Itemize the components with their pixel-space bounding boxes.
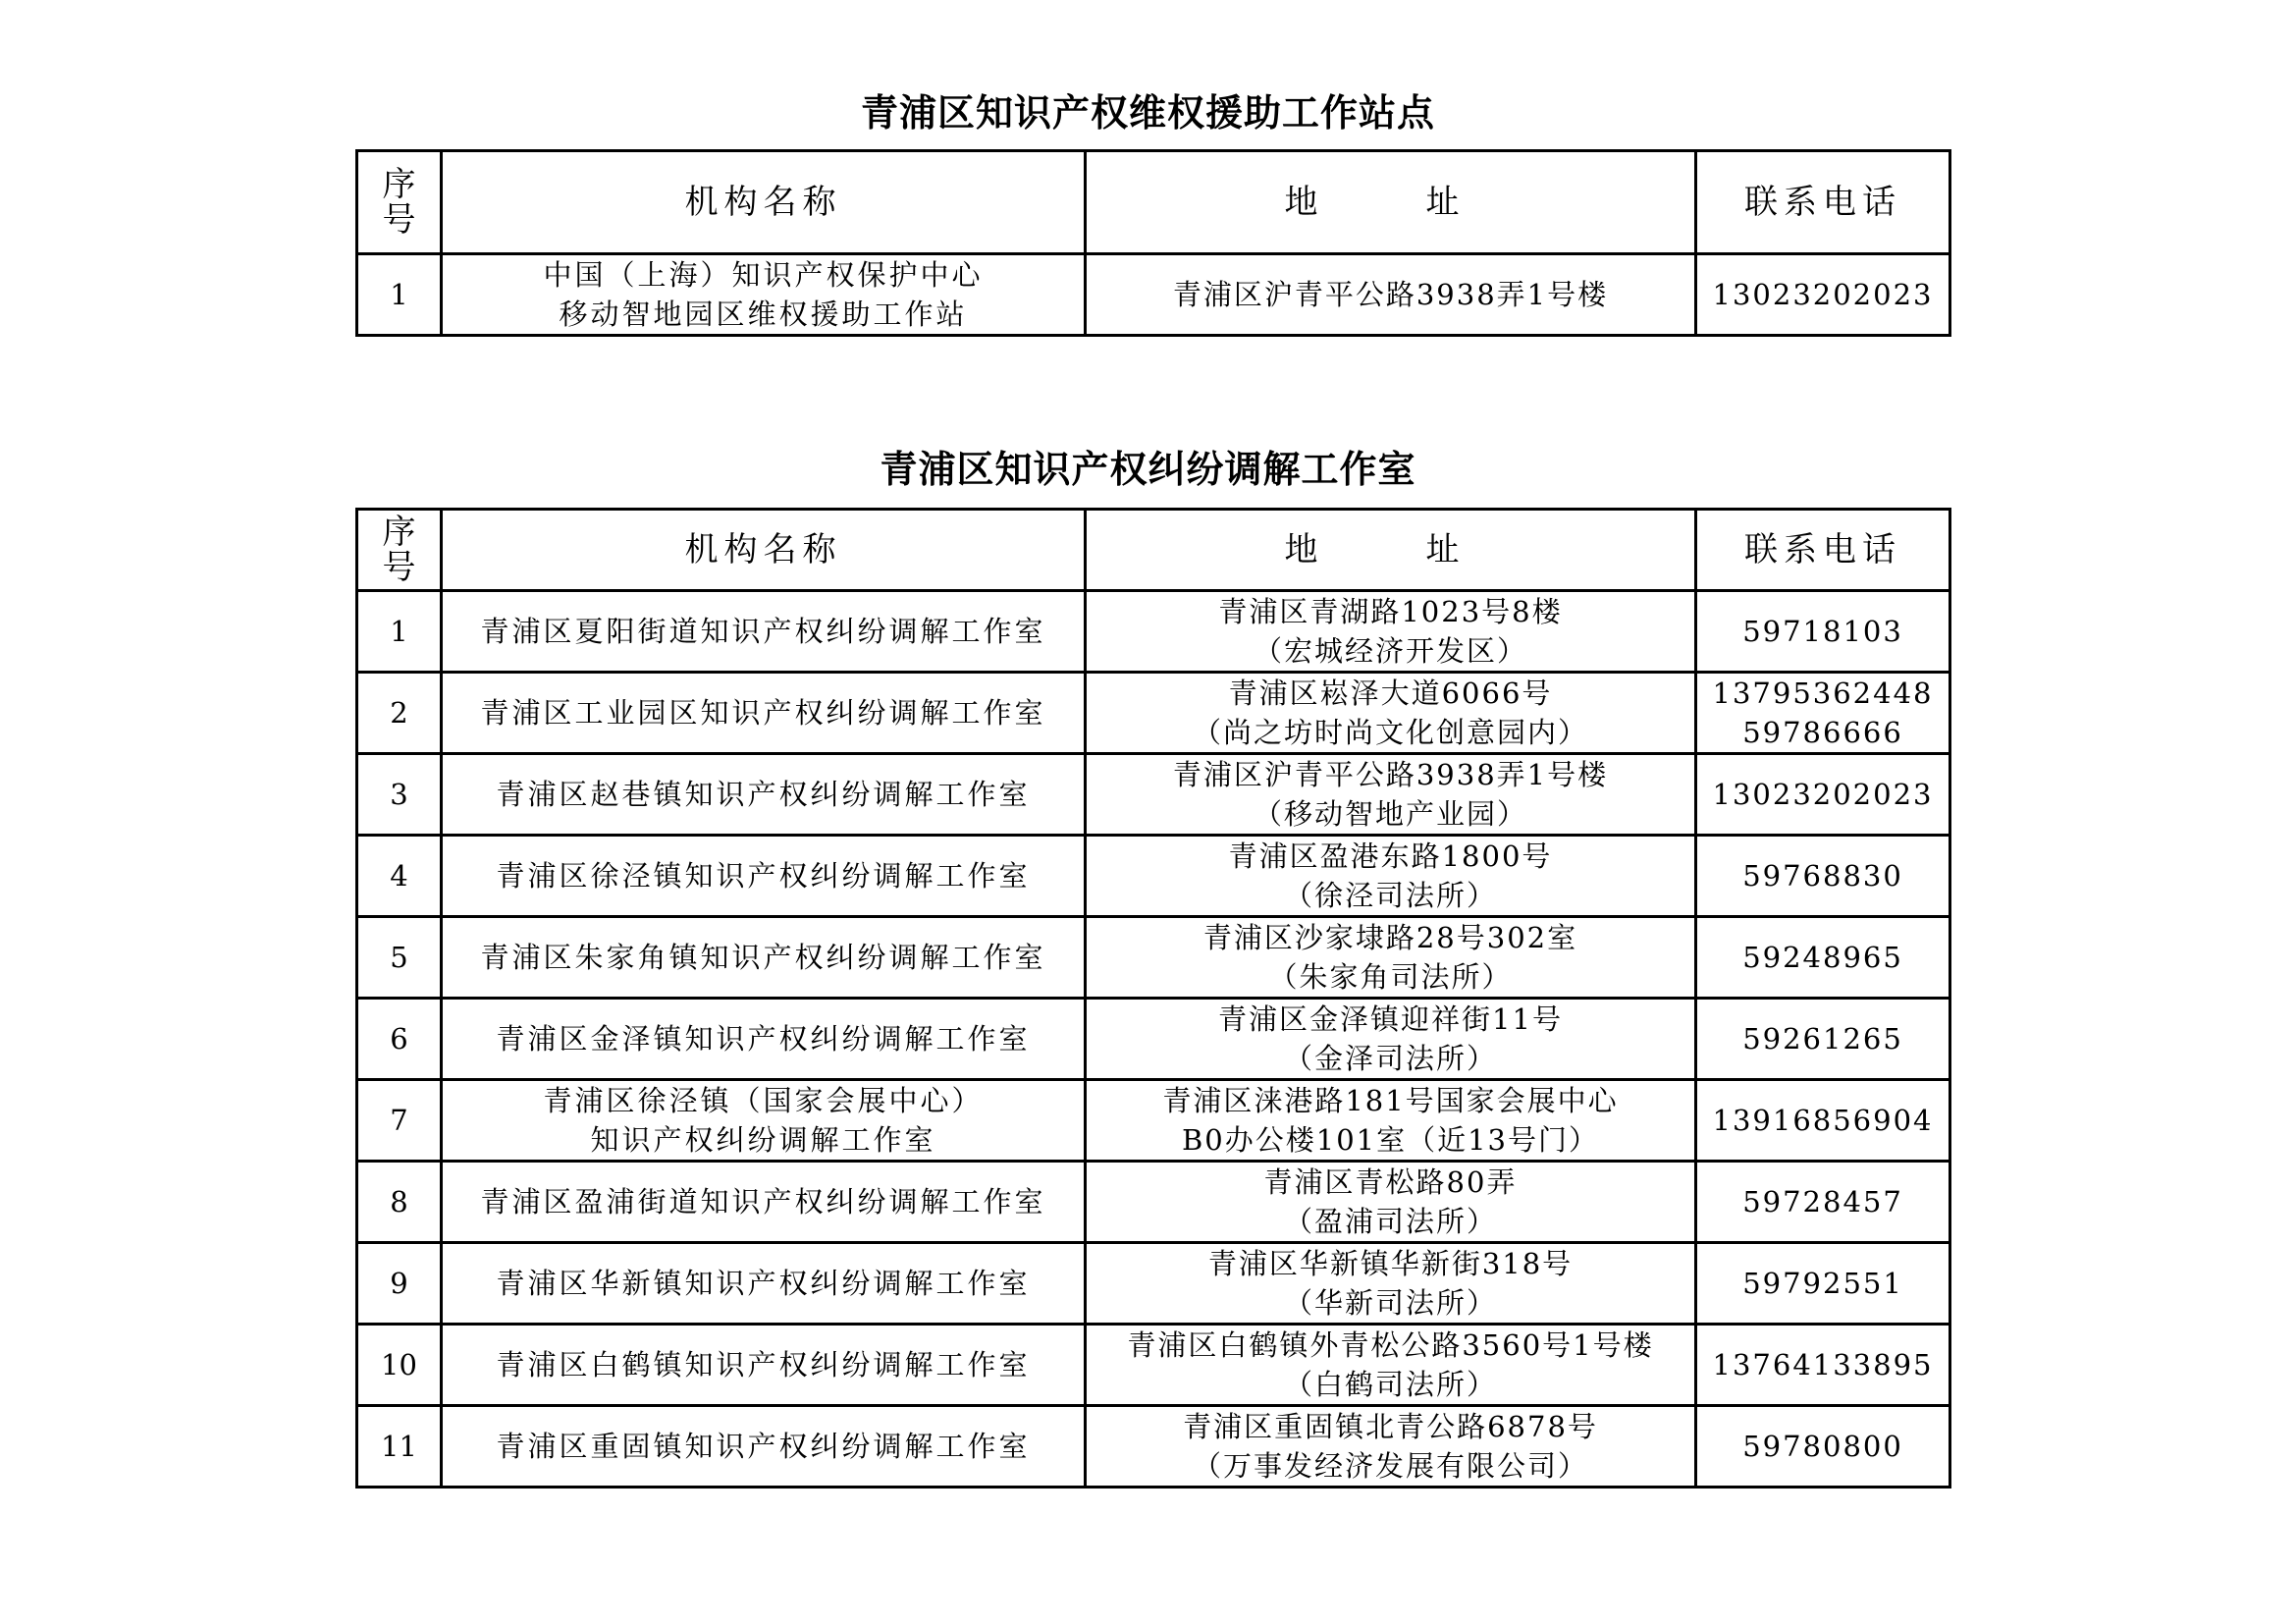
table-row	[357, 1325, 1950, 1406]
table-row	[357, 1406, 1950, 1488]
cell-phone	[1696, 836, 1950, 917]
mediation-table-body	[357, 591, 1950, 1488]
header-seq	[357, 510, 442, 591]
cell-phone-line1: 13916856904	[1712, 1104, 1934, 1137]
cell-name-line1: 青浦区工业园区知识产权纠纷调解工作室	[480, 696, 1046, 730]
header-name: 机构名称	[442, 151, 1086, 254]
cell-address-line1: 青浦区金泽镇迎祥街11号	[1218, 1002, 1563, 1036]
table-row	[357, 1243, 1950, 1325]
cell-name	[442, 1406, 1086, 1488]
cell-address	[1086, 1325, 1696, 1406]
cell-address-line1: 青浦区沪青平公路3938弄1号楼	[1172, 758, 1609, 791]
cell-address-line2: （华新司法所）	[1283, 1286, 1497, 1320]
cell-phone-line1: 13764133895	[1712, 1348, 1934, 1381]
cell-phone: 13023202023	[1696, 254, 1950, 336]
cell-phone-line1: 59261265	[1742, 1022, 1903, 1056]
cell-seq: 6	[357, 999, 442, 1080]
cell-name	[442, 673, 1086, 754]
table-row	[357, 1080, 1950, 1162]
cell-address	[1086, 836, 1696, 917]
cell-phone-line2: 59786666	[1742, 716, 1903, 749]
cell-seq: 1	[357, 254, 442, 336]
cell-address-line1: 青浦区涞港路181号国家会展中心	[1162, 1084, 1619, 1117]
cell-phone-line1: 59718103	[1742, 615, 1903, 648]
header-seq	[357, 151, 442, 254]
cell-seq: 8	[357, 1162, 442, 1243]
cell-phone	[1696, 1080, 1950, 1162]
cell-seq: 2	[357, 673, 442, 754]
cell-phone	[1696, 1406, 1950, 1488]
cell-phone	[1696, 673, 1950, 754]
cell-address	[1086, 917, 1696, 999]
cell-seq: 7	[357, 1080, 442, 1162]
cell-seq: 3	[357, 754, 442, 836]
cell-address	[1086, 591, 1696, 673]
cell-address-line1: 青浦区重固镇北青公路6878号	[1183, 1410, 1598, 1443]
cell-phone-line1: 13023202023	[1712, 778, 1934, 811]
cell-address: 青浦区沪青平公路3938弄1号楼	[1086, 254, 1696, 336]
cell-seq: 11	[357, 1406, 442, 1488]
cell-phone-line1: 59728457	[1742, 1185, 1903, 1218]
cell-name-line1: 青浦区白鹤镇知识产权纠纷调解工作室	[496, 1348, 1031, 1381]
mediation-table	[355, 508, 1951, 1489]
table-row	[357, 591, 1950, 673]
cell-seq: 5	[357, 917, 442, 999]
cell-name-line1: 青浦区朱家角镇知识产权纠纷调解工作室	[480, 941, 1046, 974]
header-address: 地 址	[1086, 510, 1696, 591]
cell-address-line1: 青浦区沙家埭路28号302室	[1202, 921, 1578, 954]
cell-phone	[1696, 754, 1950, 836]
table-row	[357, 999, 1950, 1080]
cell-name-line1: 青浦区徐泾镇（国家会展中心）	[543, 1084, 984, 1117]
cell-name-line1: 青浦区重固镇知识产权纠纷调解工作室	[496, 1430, 1031, 1463]
section1-title: 青浦区知识产权维权援助工作站点	[860, 90, 1435, 135]
table-row	[357, 754, 1950, 836]
cell-name	[442, 917, 1086, 999]
cell-phone	[1696, 917, 1950, 999]
cell-name-line1: 青浦区华新镇知识产权纠纷调解工作室	[496, 1267, 1031, 1300]
header-phone: 联系电话	[1696, 151, 1950, 254]
cell-address-line1: 青浦区白鹤镇外青松公路3560号1号楼	[1127, 1328, 1654, 1362]
cell-address-line1: 青浦区盈港东路1800号	[1228, 839, 1553, 873]
header-seq-line2: 号	[382, 548, 416, 587]
table-row	[357, 836, 1950, 917]
header-seq-line1: 序	[382, 513, 416, 552]
table-row	[357, 673, 1950, 754]
cell-name-line1: 青浦区徐泾镇知识产权纠纷调解工作室	[496, 859, 1031, 893]
header-phone: 联系电话	[1696, 510, 1950, 591]
cell-phone	[1696, 999, 1950, 1080]
cell-name	[442, 1243, 1086, 1325]
cell-address-line1: 青浦区崧泽大道6066号	[1228, 677, 1553, 710]
cell-address	[1086, 999, 1696, 1080]
cell-address-line2: （金泽司法所）	[1283, 1042, 1497, 1075]
table-header-row	[357, 510, 1950, 591]
cell-address	[1086, 1162, 1696, 1243]
cell-seq: 10	[357, 1325, 442, 1406]
workstation-table	[355, 149, 1951, 337]
cell-address-line2: （白鹤司法所）	[1283, 1368, 1497, 1401]
cell-name	[442, 591, 1086, 673]
cell-phone-line1: 59792551	[1742, 1267, 1903, 1300]
cell-name	[442, 1162, 1086, 1243]
cell-address-line2: （移动智地产业园）	[1253, 797, 1527, 831]
table-row	[357, 917, 1950, 999]
cell-phone-line1: 59248965	[1742, 941, 1903, 974]
header-name: 机构名称	[442, 510, 1086, 591]
cell-name	[442, 1080, 1086, 1162]
cell-address-line1: 青浦区华新镇华新街318号	[1207, 1247, 1574, 1280]
cell-name-line2: 知识产权纠纷调解工作室	[590, 1123, 936, 1157]
cell-address	[1086, 1406, 1696, 1488]
cell-phone	[1696, 1325, 1950, 1406]
cell-address	[1086, 1080, 1696, 1162]
cell-name-line1: 青浦区赵巷镇知识产权纠纷调解工作室	[496, 778, 1031, 811]
cell-seq: 1	[357, 591, 442, 673]
cell-name-line2: 移动智地园区维权援助工作站	[559, 298, 968, 331]
cell-phone	[1696, 591, 1950, 673]
cell-name-line1: 中国（上海）知识产权保护中心	[543, 258, 984, 292]
cell-address-line1: 青浦区青松路80弄	[1263, 1165, 1518, 1199]
cell-name-line1: 青浦区金泽镇知识产权纠纷调解工作室	[496, 1022, 1031, 1056]
cell-address	[1086, 673, 1696, 754]
cell-address-line2: （徐泾司法所）	[1283, 879, 1497, 912]
table-row	[357, 254, 1950, 336]
cell-address-line2: （宏城经济开发区）	[1253, 634, 1527, 668]
header-seq-line1: 序	[382, 165, 416, 204]
cell-phone	[1696, 1243, 1950, 1325]
cell-name	[442, 999, 1086, 1080]
cell-address-line2: （万事发经济发展有限公司）	[1192, 1449, 1588, 1483]
table-header-row	[357, 151, 1950, 254]
cell-phone-line1: 59768830	[1742, 859, 1903, 893]
cell-phone-line1: 59780800	[1742, 1430, 1903, 1463]
cell-seq: 4	[357, 836, 442, 917]
cell-phone-line1: 13795362448	[1712, 677, 1934, 710]
cell-seq: 9	[357, 1243, 442, 1325]
cell-address	[1086, 1243, 1696, 1325]
cell-address	[1086, 754, 1696, 836]
section2-title: 青浦区知识产权纠纷调解工作室	[880, 447, 1416, 491]
cell-address-line2: B0办公楼101室（近13号门）	[1181, 1123, 1599, 1157]
cell-address-line2: （尚之坊时尚文化创意园内）	[1192, 716, 1588, 749]
header-address: 地 址	[1086, 151, 1696, 254]
cell-address-line2: （朱家角司法所）	[1268, 960, 1513, 994]
cell-name	[442, 836, 1086, 917]
cell-address-line1: 青浦区青湖路1023号8楼	[1218, 595, 1563, 628]
cell-name-line1: 青浦区盈浦街道知识产权纠纷调解工作室	[480, 1185, 1046, 1218]
cell-name-line1: 青浦区夏阳街道知识产权纠纷调解工作室	[480, 615, 1046, 648]
cell-name	[442, 754, 1086, 836]
header-seq-line2: 号	[382, 200, 416, 240]
cell-address-line2: （盈浦司法所）	[1283, 1205, 1497, 1238]
cell-phone	[1696, 1162, 1950, 1243]
cell-name	[442, 254, 1086, 336]
cell-name	[442, 1325, 1086, 1406]
table-row	[357, 1162, 1950, 1243]
